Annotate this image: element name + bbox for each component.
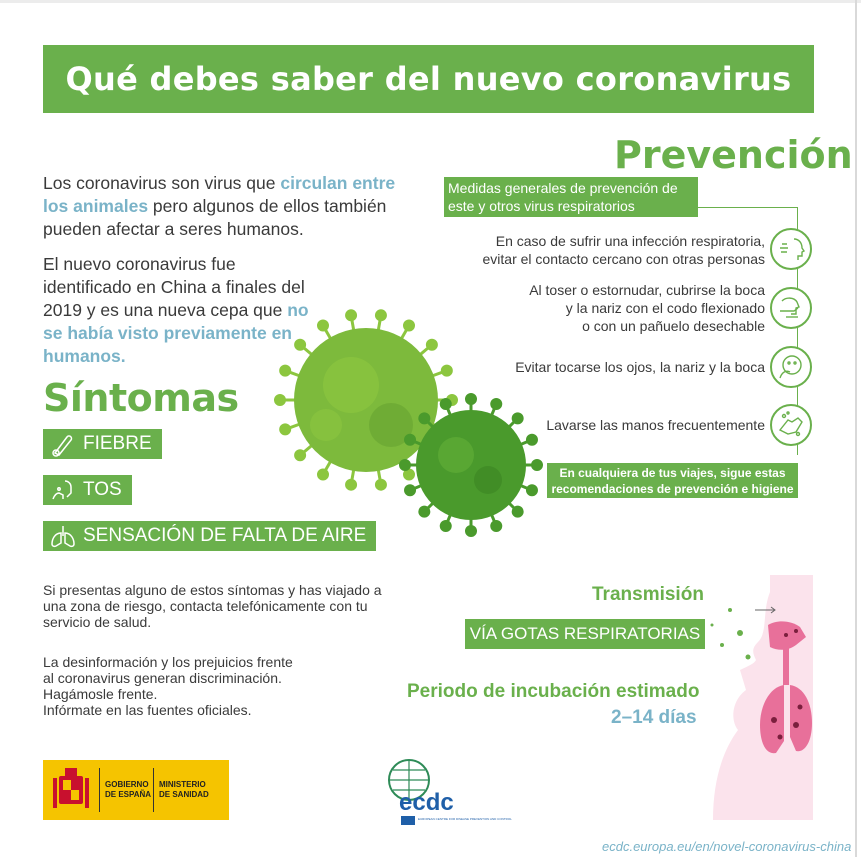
virus-spike-head bbox=[319, 321, 328, 330]
transmision-heading: Transmisión bbox=[592, 584, 704, 605]
virus-spike-head bbox=[376, 480, 385, 489]
advice-line: La desinformación y los prejuicios frente bbox=[43, 654, 293, 670]
prevention-item-face-touch bbox=[515, 358, 765, 376]
virus-spike-head bbox=[376, 311, 385, 320]
prevention-text: o con un pañuelo desechable bbox=[582, 318, 765, 334]
lungs-icon bbox=[49, 523, 77, 549]
virus-spike-head bbox=[281, 366, 290, 375]
thermometer-icon bbox=[49, 431, 77, 457]
virus-spike-head bbox=[319, 470, 328, 479]
intro-paragraph-1 bbox=[43, 172, 408, 241]
prevention-text: Lavarse las manos frecuentemente bbox=[546, 417, 765, 433]
distance-icon bbox=[770, 228, 812, 270]
virus-spike-head bbox=[405, 321, 414, 330]
ministry-line-1: MINISTERIO bbox=[159, 780, 206, 789]
intro-p2-highlight: no se había visto previamente en humanos. bbox=[43, 300, 309, 366]
cough-icon bbox=[49, 477, 77, 503]
virus-spike-head bbox=[513, 507, 522, 516]
intro-p1-text: Los coronavirus son virus que bbox=[43, 173, 281, 193]
virus-spike-head bbox=[276, 396, 285, 405]
prevention-text: y la nariz con el codo flexionado bbox=[565, 300, 765, 316]
ecdc-logo bbox=[383, 758, 512, 828]
virus-spike-head bbox=[492, 521, 501, 530]
ecdc-wordmark: ecdc bbox=[399, 789, 454, 816]
advice-line: Infórmate en las fuentes oficiales. bbox=[43, 702, 252, 718]
advice-line: al coronavirus generan discriminación. bbox=[43, 670, 282, 686]
incubacion-heading: Periodo de incubación estimado bbox=[407, 681, 700, 702]
intro-p2-text: El nuevo coronavirus fue identificado en China a finales del 2019 y es una nueva cepa que bbox=[43, 254, 305, 320]
advice-disinformation bbox=[43, 654, 403, 718]
page-title: Qué debes saber del nuevo coronavirus bbox=[43, 45, 814, 113]
transmision-value: VÍA GOTAS RESPIRATORIAS bbox=[465, 619, 705, 649]
coronavirus-illustration bbox=[266, 305, 536, 535]
incubacion-value: 2–14 días bbox=[611, 707, 697, 728]
handwash-icon bbox=[770, 404, 812, 446]
prevention-text: Al toser o estornudar, cubrirse la boca bbox=[529, 282, 765, 298]
symptom-fiebre bbox=[43, 429, 162, 459]
gov-line-2: DE ESPAÑA bbox=[105, 790, 152, 799]
gov-name bbox=[105, 780, 151, 800]
virus-spike-head bbox=[467, 395, 476, 404]
prevention-text: En caso de sufrir una infección respiratoria, bbox=[495, 233, 765, 249]
right-border bbox=[855, 0, 857, 857]
source-url[interactable]: ecdc.europa.eu/en/novel-coronavirus-china bbox=[602, 839, 852, 854]
travel-note-line: En cualquiera de tus viajes, sigue estas bbox=[559, 466, 786, 480]
virus-spike-head bbox=[296, 451, 305, 460]
sintomas-heading: Síntomas bbox=[43, 376, 239, 420]
virus-spike-head bbox=[527, 435, 536, 444]
ecdc-subtitle: EUROPEAN CENTRE FOR DISEASE PREVENTION AND CONTROL bbox=[418, 817, 512, 821]
virus-spike-head bbox=[533, 461, 542, 470]
prevention-item-distance bbox=[483, 232, 766, 268]
virus-spike-head bbox=[467, 527, 476, 536]
virus-spike-head bbox=[441, 521, 450, 530]
symptom-tos bbox=[43, 475, 132, 505]
virus-spike-head bbox=[420, 507, 429, 516]
advice-symptoms: Si presentas alguno de estos síntomas y has viajado a una zona de riesgo, contacta telefónicamente con tu servicio de salud. bbox=[43, 582, 382, 630]
virus-spike-head bbox=[281, 425, 290, 434]
travel-note bbox=[547, 463, 798, 498]
gobierno-espana-logo bbox=[43, 760, 229, 820]
coat-of-arms-icon bbox=[51, 766, 91, 814]
ministry-name bbox=[159, 780, 209, 800]
intro-p1-highlight: circulan entre los animales bbox=[43, 173, 396, 216]
virus-spike-head bbox=[442, 366, 451, 375]
top-border bbox=[0, 0, 861, 3]
prevention-text: evitar el contacto cercano con otras personas bbox=[482, 251, 765, 267]
virus-spike-head bbox=[406, 435, 415, 444]
intro-p1-text-end: pero algunos de ellos también pueden afectar a seres humanos. bbox=[43, 196, 387, 239]
ministry-line-2: DE SANIDAD bbox=[159, 790, 209, 799]
virus-spike-head bbox=[492, 400, 501, 409]
symptom-label: SENSACIÓN DE FALTA DE AIRE bbox=[83, 525, 367, 546]
virus-spike-head bbox=[527, 486, 536, 495]
sneeze-icon bbox=[770, 287, 812, 329]
prevention-item-handwash bbox=[546, 416, 765, 434]
respiratory-illustration bbox=[700, 575, 813, 820]
symptom-label: FIEBRE bbox=[83, 433, 152, 454]
virus-spike-head bbox=[347, 480, 356, 489]
virus-spike-head bbox=[406, 486, 415, 495]
virus-spike-head bbox=[513, 414, 522, 423]
virus-spike-head bbox=[427, 340, 436, 349]
prevention-item-sneeze bbox=[529, 281, 765, 335]
virus-spike-head bbox=[401, 461, 410, 470]
prevention-text: Evitar tocarse los ojos, la nariz y la boca bbox=[515, 359, 765, 375]
virus-spike-head bbox=[441, 400, 450, 409]
virus-spike-head bbox=[347, 311, 356, 320]
face-touch-icon bbox=[770, 346, 812, 388]
virus-spike-head bbox=[420, 414, 429, 423]
virus-spike-head bbox=[405, 470, 414, 479]
symptom-falta-aire bbox=[43, 521, 376, 551]
connector-line bbox=[698, 207, 798, 208]
gov-line-1: GOBIERNO bbox=[105, 780, 149, 789]
prevencion-heading: Prevención bbox=[614, 133, 853, 177]
travel-note-line: recomendaciones de prevención e higiene bbox=[551, 482, 794, 496]
prevencion-box: Medidas generales de prevención de este y otros virus respiratorios bbox=[444, 177, 698, 217]
symptom-label: TOS bbox=[83, 479, 122, 500]
advice-line: Hagámosle frente. bbox=[43, 686, 158, 702]
virus-spike-head bbox=[296, 340, 305, 349]
